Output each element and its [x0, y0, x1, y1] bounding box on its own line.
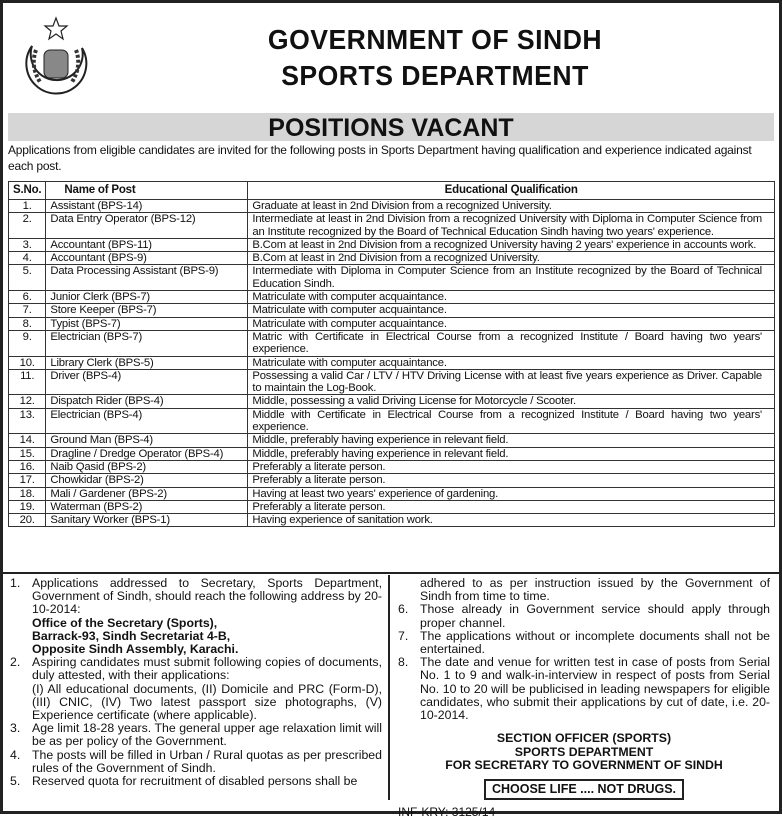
- notes-left: [10, 577, 382, 788]
- qualification: Graduate at least in 2nd Division from a recognized University.: [248, 200, 775, 213]
- qualification: Matric with Certificate in Electrical Course from a recognized Institute / Board having two years' experience.: [248, 330, 775, 356]
- table-row: [9, 265, 775, 291]
- serial-number: 8.: [9, 317, 46, 330]
- qualification: Matriculate with computer acquaintance.: [248, 356, 775, 369]
- title-department: SPORTS DEPARTMENT: [281, 60, 589, 91]
- qualification: Preferably a literate person.: [248, 474, 775, 487]
- serial-number: 15.: [9, 447, 46, 460]
- table-row: [9, 252, 775, 265]
- post-name: Driver (BPS-4): [46, 369, 248, 395]
- serial-number: 10.: [9, 356, 46, 369]
- note-4: 4. The posts will be filled in Urban / Rural quotas as per prescribed rules of the Government of Sindh.: [10, 747, 382, 775]
- note-5: 5. Reserved quota for recruitment of disabled persons shall be: [10, 774, 358, 789]
- serial-number: 13.: [9, 408, 46, 434]
- table-row: [9, 514, 775, 527]
- note-5-continued: adhered to as per instruction issued by the Government of Sindh from time to time.: [420, 576, 770, 604]
- header-post: Name of Post: [46, 182, 248, 200]
- qualification: Matriculate with computer acquaintance.: [248, 304, 775, 317]
- header-sno: S.No.: [9, 182, 46, 200]
- table-row: [9, 369, 775, 395]
- table-row: [9, 304, 775, 317]
- qualification: Intermediate at least in 2nd Division from a recognized University with Diploma in Computer Science from an Institute recognized by the Board of Technical Education Sindh having two years' experience.: [248, 213, 775, 239]
- post-name: Typist (BPS-7): [46, 317, 248, 330]
- note-6: 6. Those already in Government service should apply through proper channel.: [398, 602, 770, 630]
- serial-number: 11.: [9, 369, 46, 395]
- post-name: Sanitary Worker (BPS-1): [46, 514, 248, 527]
- serial-number: 20.: [9, 514, 46, 527]
- table-row: [9, 395, 775, 408]
- qualification: Middle, preferably having experience in relevant field.: [248, 447, 775, 460]
- table-row: [9, 447, 775, 460]
- post-name: Accountant (BPS-11): [46, 238, 248, 251]
- serial-number: 17.: [9, 474, 46, 487]
- address-line: Opposite Sindh Assembly, Karachi.: [32, 642, 239, 657]
- table-row: [9, 487, 775, 500]
- post-name: Ground Man (BPS-4): [46, 434, 248, 447]
- post-name: Electrician (BPS-7): [46, 330, 248, 356]
- title-government: GOVERNMENT OF SINDH: [267, 24, 603, 55]
- qualification: B.Com at least in 2nd Division from a recognized University.: [248, 252, 775, 265]
- serial-number: 7.: [9, 304, 46, 317]
- post-name: Accountant (BPS-9): [46, 252, 248, 265]
- post-name: Dragline / Dredge Operator (BPS-4): [46, 447, 248, 460]
- qualification: Middle with Certificate in Electrical Course from a recognized Institute / Board having two years' experience.: [248, 408, 775, 434]
- serial-number: 18.: [9, 487, 46, 500]
- post-name: Store Keeper (BPS-7): [46, 304, 248, 317]
- serial-number: 1.: [9, 200, 46, 213]
- note-3: 3. Age limit 18-28 years. The general upper age relaxation limit will be as per policy of the Government.: [10, 721, 382, 749]
- notes-right: [398, 577, 770, 819]
- table-row: [9, 500, 775, 513]
- qualification: Middle, preferably having experience in relevant field.: [248, 434, 775, 447]
- post-name: Waterman (BPS-2): [46, 500, 248, 513]
- address-line: Office of the Secretary (Sports),: [32, 615, 218, 630]
- table-row: [9, 291, 775, 304]
- sindh-emblem-logo: [16, 16, 96, 104]
- serial-number: 4.: [9, 252, 46, 265]
- note-1: 1. Applications addressed to Secretary, Sports Department, Government of Sindh, should reach the following address by 20-10-2014: Office of the Secretary (Sports), Barrack-93, Sindh Secretariat 4-B, Opposite Sindh Assembly, Karachi.: [10, 576, 382, 657]
- serial-number: 3.: [9, 238, 46, 251]
- post-name: Assistant (BPS-14): [46, 200, 248, 213]
- post-name: Data Entry Operator (BPS-12): [46, 213, 248, 239]
- header-qualification: Educational Qualification: [248, 182, 775, 200]
- reference-number: INF-KRY: 3125/14: [398, 804, 496, 819]
- post-name: Dispatch Rider (BPS-4): [46, 395, 248, 408]
- serial-number: 6.: [9, 291, 46, 304]
- positions-table: [8, 181, 775, 527]
- serial-number: 16.: [9, 460, 46, 473]
- post-name: Mali / Gardener (BPS-2): [46, 487, 248, 500]
- qualification: Matriculate with computer acquaintance.: [248, 291, 775, 304]
- serial-number: 9.: [9, 330, 46, 356]
- positions-vacant-banner: POSITIONS VACANT: [8, 113, 774, 141]
- table-row: [9, 460, 775, 473]
- table-row: [9, 356, 775, 369]
- table-row: [9, 213, 775, 239]
- qualification: Having at least two years' experience of gardening.: [248, 487, 775, 500]
- table-row: [9, 200, 775, 213]
- post-name: Library Clerk (BPS-5): [46, 356, 248, 369]
- column-divider: [388, 575, 390, 800]
- serial-number: 14.: [9, 434, 46, 447]
- table-row: [9, 434, 775, 447]
- post-name: Junior Clerk (BPS-7): [46, 291, 248, 304]
- table-row: [9, 238, 775, 251]
- qualification: Intermediate with Diploma in Computer Science from an Institute recognized by the Board of Technical Education Sindh.: [248, 265, 775, 291]
- post-name: Chowkidar (BPS-2): [46, 474, 248, 487]
- table-row: [9, 317, 775, 330]
- serial-number: 2.: [9, 213, 46, 239]
- qualification: Middle, possessing a valid Driving License for Motorcycle / Scooter.: [248, 395, 775, 408]
- table-row: [9, 408, 775, 434]
- serial-number: 19.: [9, 500, 46, 513]
- table-row: [9, 330, 775, 356]
- slogan-box: CHOOSE LIFE .... NOT DRUGS.: [484, 779, 684, 800]
- serial-number: 12.: [9, 395, 46, 408]
- table-row: [9, 474, 775, 487]
- serial-number: 5.: [9, 265, 46, 291]
- post-name: Data Processing Assistant (BPS-9): [46, 265, 248, 291]
- qualification: Preferably a literate person.: [248, 500, 775, 513]
- qualification: B.Com at least in 2nd Division from a recognized University having 2 years' experience in accounts work.: [248, 238, 775, 251]
- address-line: Barrack-93, Sindh Secretariat 4-B,: [32, 628, 231, 643]
- note-8: 8. The date and venue for written test in case of posts from Serial No. 1 to 9 and walk-in-interview in respect of posts from Serial No. 10 to 20 will be publicised in leading newspapers for eligible candidates, who submit their applications by cut of date, i.e. 20-10-2014.: [398, 655, 770, 723]
- divider: [0, 572, 782, 574]
- note-7: 7. The applications without or incomplete documents shall not be entertained.: [398, 628, 770, 657]
- qualification: Having experience of sanitation work.: [248, 514, 775, 527]
- qualification: Matriculate with computer acquaintance.: [248, 317, 775, 330]
- intro-text: Applications from eligible candidates are invited for the following posts in Sports Department having qualification and experience indicated against each post.: [8, 143, 752, 173]
- note-2: 2. Aspiring candidates must submit following copies of documents, duly attested, with their applications: (I) All educational documents, (II) Domicile and PRC (Form-D), (III) CNIC, (IV) Two latest passport size photographs, (V) Experience certificate (where applicable).: [10, 655, 382, 723]
- qualification: Possessing a valid Car / LTV / HTV Driving License with at least five years experience as Driver. Capable to maintain the Log-Book.: [248, 369, 775, 395]
- post-name: Naib Qasid (BPS-2): [46, 460, 248, 473]
- post-name: Electrician (BPS-4): [46, 408, 248, 434]
- qualification: Preferably a literate person.: [248, 460, 775, 473]
- signature-block: SECTION OFFICER (SPORTS) SPORTS DEPARTMENT FOR SECRETARY TO GOVERNMENT OF SINDH: [445, 731, 723, 773]
